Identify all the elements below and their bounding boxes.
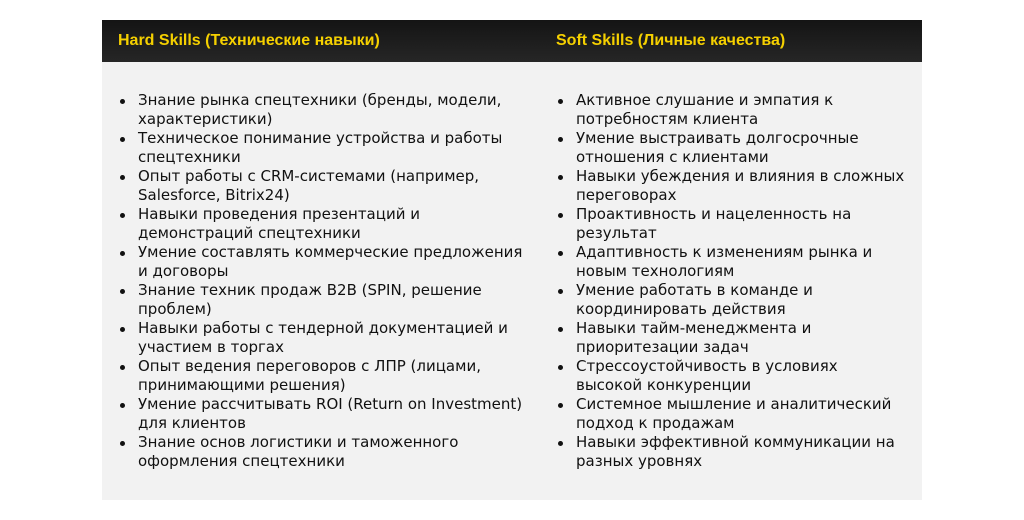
list-item: Навыки проведения презентаций и демонстраций спецтехники [138,205,528,243]
list-item: Навыки убеждения и влияния в сложных переговорах [576,167,905,204]
soft-skills-column [540,62,922,500]
hard-skills-column [102,62,540,500]
hard-skills-list [102,91,528,471]
list-item: Стрессоустойчивость в условиях высокой конкуренции [576,357,906,395]
hard-skills-header: Hard Skills (Технические навыки) [102,20,540,62]
list-item: Техническое понимание устройства и работы спецтехники [138,129,528,167]
list-item: Умение работать в команде и координировать действия [576,281,906,319]
list-item: Знание рынка спецтехники (бренды, модели, характеристики) [138,91,528,129]
list-item: Умение выстраивать долгосрочные отношения с клиентами [576,129,906,167]
list-item: Знание техник продаж B2B (SPIN, решение проблем) [138,281,528,319]
list-item: Навыки работы с тендерной документацией и участием в торгах [138,319,528,357]
list-item: Умение составлять коммерческие предложения и договоры [138,243,528,281]
list-item: Опыт работы с CRM-системами (например, Salesforce, Bitrix24) [138,167,528,205]
soft-skills-header: Soft Skills (Личные качества) [540,20,922,62]
skills-table [102,20,922,500]
list-item: Опыт ведения переговоров с ЛПР (лицами, принимающими решения) [138,357,528,395]
list-item: Навыки тайм-менеджмента и приоритезации задач [576,319,906,357]
list-item: Умение рассчитывать ROI (Return on Investment) для клиентов [138,395,528,433]
list-item: Проактивность и нацеленность на результат [576,205,906,243]
list-item: Активное слушание и эмпатия к потребностям клиента [576,91,906,129]
list-item: Адаптивность к изменениям рынка и новым технологиям [576,243,906,281]
soft-skills-list [540,91,906,471]
list-item: Знание основ логистики и таможенного оформления спецтехники [138,433,528,471]
list-item: Системное мышление и аналитический подход к продажам [576,395,906,433]
list-item: Навыки эффективной коммуникации на разных уровнях [576,433,906,471]
